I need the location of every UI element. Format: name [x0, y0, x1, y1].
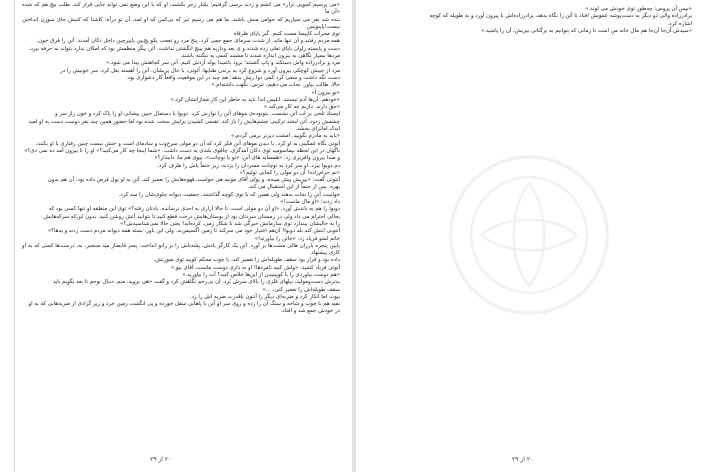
text-line: بیوت اما انکار کرد و ضربه‌ای دیگر را آنتون باقدرت ضربه اش را زد. [189, 293, 340, 300]
text-line: «بیس آن پروس: چه‌طور توی خودش می لوند.» [585, 6, 692, 12]
text-line: مردها بسیار نگاهی به بیرون اندازه شدند تا مشیند کسی به بنگنته باشند. [180, 53, 340, 60]
text-line: بحالی احترام می داد ولی در زمستان سردتان بود از بوستان‌هایش درخت قطع کنید تا بتوانید آتش روشن کنید. بدون این‌که سرکه‌هایش [43, 213, 340, 220]
text-line: داد زدند؛ «او مال ماست!» [280, 199, 340, 206]
text-line: نفیه هم با چوب و شاخه و سنگ آن را زده و روی سر او آتن با پاهایی سفل خورده و پی انگشت زمین خرد و زیر گزادی از ضربه‌هایی که به او [28, 301, 340, 308]
right-book-page [356, 0, 708, 472]
text-line: خانم لشو فریاد زد: «خائن را بیاورند!» [254, 235, 340, 242]
text-line: اشاره کرد. [667, 20, 692, 27]
left-page-margin-shadow [14, 0, 15, 472]
text-line: دست و پاپسته راوان باپای تعلی زده شدند و ی بعد وداریه هم یبیچ انگشتی نداشت. آتن بیگر منظمش بود که امکان ندارد بتواند به حرفه بپرد، [28, 45, 340, 52]
text-line: بهره. پس از حتماً از این استفبال می کند. [247, 184, 340, 191]
left-page-folio: ۲۰ از ۲۹ [150, 456, 172, 463]
left-book-page [0, 0, 352, 472]
text-line: برادرزاده والی دو دیگر به دست‌پوشه عمویش افتاد تا آتن را نگاه بدهد، برادرزاده‌اش با پیرون آورد و به طویله که کوچه [429, 13, 692, 20]
right-page-body-text [372, 6, 692, 35]
text-line: دم دوبوا بیرد. او سر کرد به نوچانت مسردان را بزدند، زیر حتماً یاش را طرف کرد. [157, 162, 340, 169]
text-line: «می پرسیم کجویی نزار» می کشم و زدند برسی گرفتیم؛ یکبار زجر بکشند، او که با این وضع نمی تواند جایی قرار کند. طلب بیچ هم که شده «آن ما [22, 2, 340, 16]
text-line: «هم دوست بیاوردی را با کوپینیدن از این‌ها خلاص کنید؟ آب را بیاورید.» [182, 271, 340, 278]
text-line: داده بود و قرار بود سقف طویله‌اش را تعمیر کند، با چوب محکم کوبید توی صورتش. [153, 257, 340, 264]
text-line: «باید به مادرم بگویید. امشب دیرتر برمی گردم.» [231, 133, 340, 140]
text-line: سقف طویله‌اش را تعمیر کنی، ...» [262, 286, 340, 293]
text-line: را به حالیشان بیندازد توی سازمانش خیرگی شد تا شکار زمی. کرده‌اید! بعنی حالا نمی‌شناسیدش؟» [120, 220, 340, 227]
text-line: در خودش جمع شد و افتاد. [280, 308, 340, 315]
text-line: بنده شد نفر می سیاریم که حواس منش باشند، ما هم می رسیم تیر که بی‌کس که او لمد، آن تو درآه، کاشنا که کنیش جای سوزن انداختن نیست!پاپنویس [22, 16, 340, 30]
left-page-body-text [22, 2, 340, 316]
text-line: مرد از جیبش کوچکی بیرون آورد و شروع کرد به برندن طنابها. آتوتی، با حال پریشان، آتن را آهسته بغل کرد. سر خونیش را در [60, 67, 340, 74]
text-line: آتتونی انتش کند بله دوبوا! آن‌هم اختیار خود می سرکند تا زمین اگسیمن‌ند. ولی این باور. بسته همه دیوانه مردم دست زدند و یه‌ها؟» [47, 228, 340, 235]
text-line: ناگهان در این لحظه نپماسومید توی دکان آمدگری. چاقوی بلندی به دست داشت. «شما اینجا چه کار می‌کنید؟» او را تا بیرون آمد ده نمی دی؟» [24, 147, 340, 154]
text-line: «تو بیرون آ» [311, 89, 340, 96]
text-line: دست نگه داشت و سعی کرد کمی دوا ریش بدهد؛ هم چند در این موقعیت واقعاً کار دشواری بود. [126, 74, 340, 81]
text-line: چشمش زدود. آتن لبخند ترکیبی چشم‌هایش را باز کند. تقسی کشیدن برایش سخت شده بود اما حضور همین چند نفر دوست دست به او امید [28, 118, 340, 125]
text-line: آتوتی نگاه غمگینی به او کرد. با دیدن موهای آتن فکر کرد که آن دو مولی سرخ‌وب و سادمای است و حتش نیست چنین رفتاری با او بکنند. [35, 140, 340, 147]
text-line: همه مردم رفتند و آن تنها ماند. از شدت سرمای جمع جمی کرد. پنج مرد رو تعجب یکو پچ‌بین پاپیرچین داخل دکان آمدند. آتن را فرق خون. [36, 38, 340, 45]
text-line: حالا، طالب بیاور. نجات می دهیم، نترس. نگهت داشته‌ام.» [211, 82, 340, 89]
text-line: «نم حرام‌زاده! آن دو مولی را کجایی تولیم؟» [239, 169, 340, 176]
right-page-folio: ۲۰ از ۲۹ [512, 456, 534, 463]
text-line: «حق دارند. داریم چه کار می‌کند.» [263, 104, 340, 111]
text-line: آنتونی گفت: «بیریش پیش مینه‌ه، و پولی آقای مونیه هی خواست قهوه‌هابش را تعمیر کند، آتن به او پول قرض داده بود. آن هم بدون [47, 177, 340, 184]
text-line: آتوتی فریاد کشید: «ولش کنید نامردها! او نه داری دوست ماست، آقای بیو.» [170, 264, 340, 271]
text-line: توی محراب کاپیسا مست کنیم. گیر یاپای ظرفاه [233, 31, 340, 38]
text-line: بدترش دست‌ومولید، بیلهای فلزی را بالای سرش بُرد. آن بی‌رحم نگاهش کرد و گفت «هی بروید، منم. دنبال نوحم تا بعد بگویم باید [52, 279, 340, 286]
text-line: «سیدش آن‌جا آن‌جا هم مال خانه من است تا زمانی که بتوانیم به برگتانی بیریش، آن را پاشید.» [481, 27, 692, 34]
text-line: «خودهم. آن‌ها آدم تیستند. ابلیس اند! باید به خاطر این کار مجازاتشان کرد.» [170, 96, 340, 103]
text-line: خواست آتن را نجات بدهند ولی همین که با توی کوچه گذاشتند، جمعیت دیوانه جلوی‌شان را سد کرد. [118, 191, 340, 198]
text-line: و صدا بیرون واقریزی زد؛ «همسایه های آتن، «تو یا نوچانت»، بیوی هم ما، دانبدار؟» [154, 155, 340, 162]
faded-seal-watermark-icon [444, 150, 614, 320]
text-line: دوبوا را هم به باندش آورد. «او آن دو مولی است. تا حالا آزاری به احدی نرسانده. بادتان رفته؟» توی این منطقه او تنها کسی بود که [48, 206, 340, 213]
text-line: اندک امانزای بخشد. [295, 126, 340, 133]
text-line: ایستاد تلخی بر لب آتن نشست. بتونوده‌ی موهای آتن را نوازش کرد. دوبوا با دستمال جبین پیشانی او را پاک کرد و خون راز سر و [54, 111, 340, 118]
text-line: پاپین پنجره بارزان هالی مشت‌ها بر آورد. آتن یک کارگر بادش. پشه‌باش را بر زانو انداخت. پسر قابضاز مید سنجیر، نه، درست‌ها کسی که به او کاری بیشنهاد [22, 242, 340, 257]
text-line: مرد و برادرزاده واش دستکند و پاپ گشتند؛ برود باشیدا بولد آزدش کنیم. آتن سر کجاهنش بیدا می شود.» [106, 60, 340, 67]
